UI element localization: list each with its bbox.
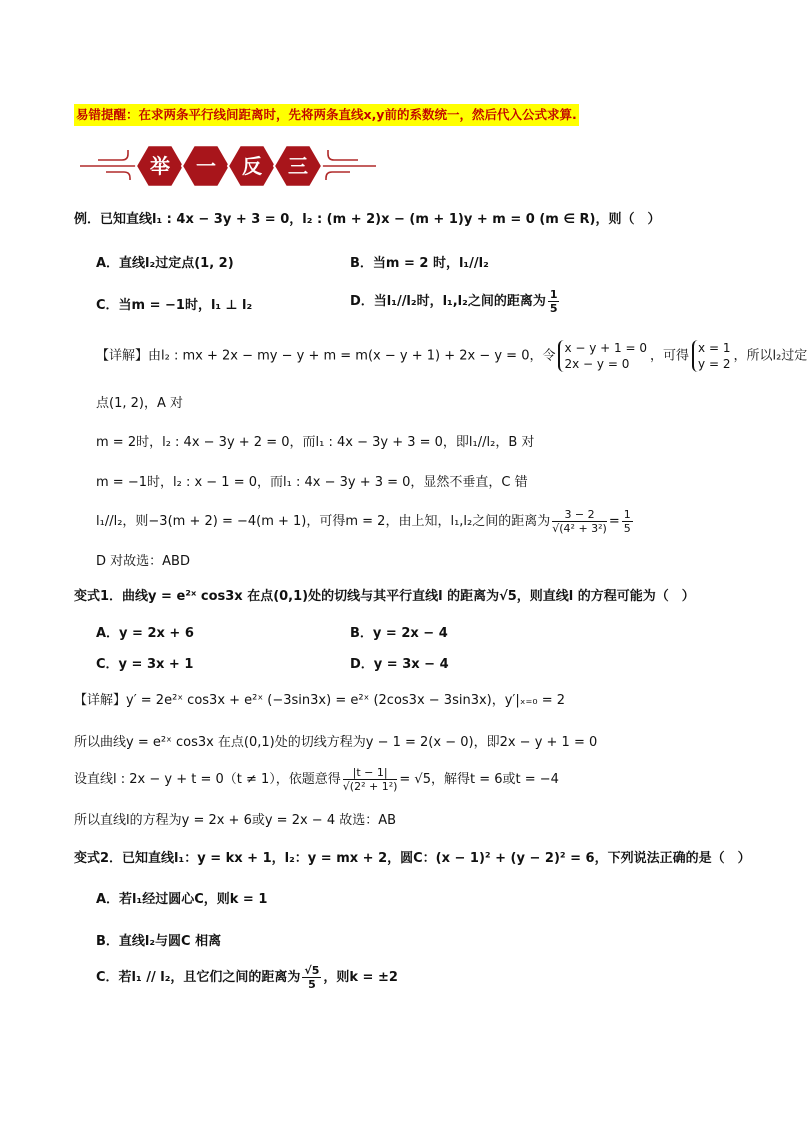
example-option-c: C．当m = −1时，l₁ ⊥ l₂ [96,298,253,313]
variant1-solution-line-3 [74,766,559,793]
banner-deco-right [318,150,376,180]
distance-fraction [343,766,398,793]
solution-text: 【详解】由l₂ : mx + 2x − my − y + m = m(x − y + 1) + 2x − y = 0，令 [96,348,556,364]
variant2-option-c [96,964,398,991]
example-option-a: A．直线l₂过定点(1, 2) [96,256,234,271]
system-row: 2x − y = 0 [564,357,630,371]
section-banner [78,138,378,194]
option-text: ，则k = ±2 [323,970,398,985]
example-solution-line-5 [96,508,635,535]
variant2-stem: 变式2．已知直线l₁：y = kx + 1，l₂：y = mx + 2，圆C：(x − 1)² + (y − 2)² = 6，下列说法正确的是（ ） [74,851,751,866]
example-option-d [350,288,561,315]
example-solution-line-6: D 对故选：ABD [96,554,190,569]
equation-system-2 [692,340,730,372]
fraction-numerator: 1 [623,508,631,521]
variant1-option-c: C．y = 3x + 1 [96,657,194,672]
variant1-option-a: A．y = 2x + 6 [96,626,194,641]
distance-fraction [302,964,321,991]
variant1-option-b: B．y = 2x − 4 [350,626,448,641]
banner-char: 举 [150,154,170,178]
example-solution-line-2: 点(1, 2)，A 对 [96,396,183,411]
solution-text: ，可得 [650,348,690,364]
fraction-denominator: 5 [308,978,316,991]
solution-text: = √5，解得t = 6或t = −4 [399,772,559,787]
option-d-fraction [548,288,560,315]
variant1-stem: 变式1．曲线y = e²ˣ cos3x 在点(0,1)处的切线与其平行直线l 的距离为√5，则直线l 的方程可能为（ ） [74,589,695,604]
banner-char: 反 [242,154,262,178]
example-solution-line-3: m = 2时，l₂ : 4x − 3y + 2 = 0，而l₁ : 4x − 3y + 3 = 0，即l₁//l₂，B 对 [96,435,535,450]
error-tip: 易错提醒：在求两条平行线间距离时，先将两条直线x,y前的系数统一，然后代入公式求算. [74,104,579,126]
banner-deco-left [80,150,138,180]
variant1-solution-line-1: 【详解】y′ = 2e²ˣ cos3x + e²ˣ (−3sin3x) = e²ˣ (2cos3x − 3sin3x)，y′|ₓ₌₀ = 2 [74,693,566,708]
solution-text: l₁//l₂，则−3(m + 2) = −4(m + 1)，可得m = 2，由上知，l₁,l₂之间的距离为 [96,514,551,529]
example-solution-line-1 [96,340,807,372]
fraction-denominator: √(4² + 3²) [552,522,607,535]
variant2-option-b: B．直线l₂与圆C 相离 [96,934,222,949]
variant1-solution-line-2: 所以曲线y = e²ˣ cos3x 在点(0,1)处的切线方程为y − 1 = 2(x − 0)，即2x − y + 1 = 0 [74,735,598,750]
example-option-b: B．当m = 2 时，l₁//l₂ [350,256,489,271]
equation-system-1 [558,340,647,372]
fraction-denominator: 5 [549,302,558,315]
fraction-denominator: 5 [623,522,631,535]
fraction-numerator: |t − 1| [343,766,398,780]
variant1-solution-line-4: 所以直线l的方程为y = 2x + 6或y = 2x − 4 故选：AB [74,813,397,828]
fraction-numerator: 3 − 2 [552,508,607,522]
variant2-option-a: A．若l₁经过圆心C，则k = 1 [96,892,268,907]
fraction-denominator: √(2² + 1²) [342,780,398,793]
solution-text: ，所以l₂过定 [733,348,807,364]
option-d-text: D．当l₁//l₂时，l₁,l₂之间的距离为 [350,294,546,309]
banner-char: 一 [196,154,216,178]
example-stem: 例．已知直线l₁ : 4x − 3y + 3 = 0，l₂ : (m + 2)x − (m + 1)y + m = 0 (m ∈ R)，则（ ） [74,212,661,227]
banner-char: 三 [288,154,308,178]
variant1-option-d: D．y = 3x − 4 [350,657,449,672]
solution-text: 设直线l : 2x − y + t = 0（t ≠ 1），依题意得 [74,772,341,787]
example-solution-line-4: m = −1时，l₂ : x − 1 = 0，而l₁ : 4x − 3y + 3 = 0，显然不垂直，C 错 [96,475,528,490]
option-text: C．若l₁ // l₂，且它们之间的距离为 [96,970,301,985]
fraction-numerator: 1 [549,288,558,301]
distance-fraction [552,508,607,535]
system-row: x − y + 1 = 0 [564,341,648,355]
system-row: y = 2 [698,357,731,371]
result-fraction [622,508,633,535]
system-row: x = 1 [698,341,731,355]
fraction-numerator: √5 [304,964,320,977]
equals-sign: = [608,514,620,529]
